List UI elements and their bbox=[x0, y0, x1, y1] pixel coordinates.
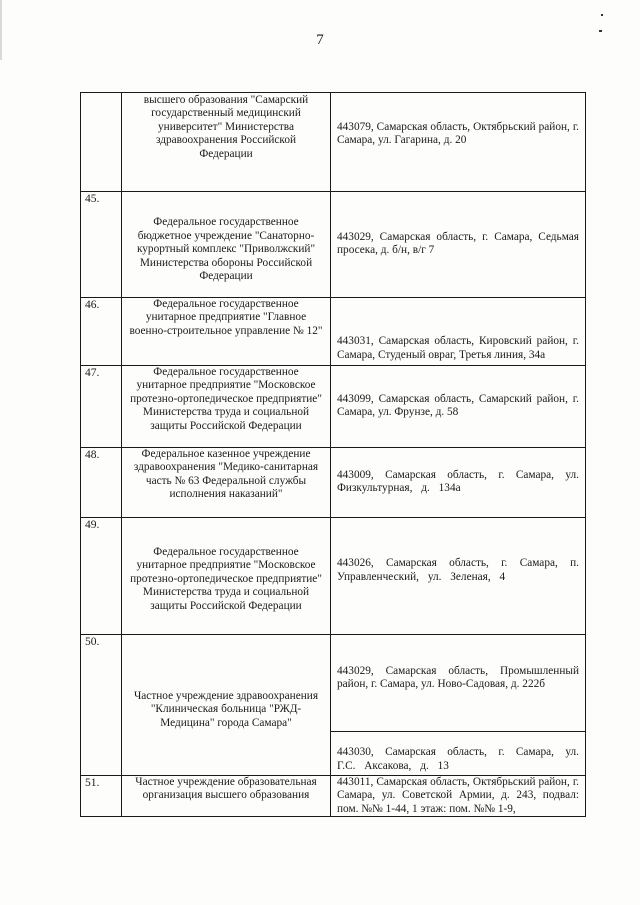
organization-cell bbox=[122, 192, 331, 298]
row-number: 47. bbox=[81, 366, 122, 448]
table-row bbox=[81, 635, 586, 732]
row-number: 51. bbox=[81, 776, 122, 817]
organization-cell bbox=[122, 448, 331, 518]
address-cell bbox=[331, 366, 586, 448]
address-text: 443099, Самарская область, Самарский район, г. Самара, ул. Фрунзе, д. 58 bbox=[337, 392, 579, 418]
organization-cell bbox=[122, 518, 331, 635]
organization-name: Федеральное казенное учреждение здравоохранения "Медико-санитарная часть № 63 Федеральной службы исполнения наказаний" bbox=[133, 448, 319, 501]
table-row bbox=[81, 518, 586, 635]
address-text: 443079, Самарская область, Октябрьский район, г. Самара, ул. Гагарина, д. 20 bbox=[337, 121, 579, 147]
organization-cell bbox=[122, 366, 331, 448]
address-cell bbox=[331, 635, 586, 732]
organization-name: Частное учреждение образовательная организация высшего образования bbox=[135, 776, 317, 802]
organization-cell bbox=[122, 298, 331, 366]
organization-name: Федеральное государственное бюджетное учреждение "Санаторно-курортный комплекс "Приволжский" Министерства обороны Российской Федерации bbox=[136, 216, 316, 283]
organizations-table bbox=[80, 92, 586, 817]
address-text: 443029, Самарская область, Промышленный район, г. Самара, ул. Ново-Садовая, д. 222б bbox=[337, 665, 579, 691]
address-cell bbox=[331, 298, 586, 366]
row-number: 50. bbox=[81, 635, 122, 776]
organization-cell bbox=[122, 93, 331, 192]
organization-cell bbox=[122, 635, 331, 776]
table-row bbox=[81, 366, 586, 448]
address-text: 443029, Самарская область, г. Самара, Седьмая просека, д. б/н, в/г 7 bbox=[337, 230, 579, 256]
row-number: 48. bbox=[81, 448, 122, 518]
page-number: 7 bbox=[316, 32, 324, 48]
address-text: 443031, Самарская область, Кировский район, г. Самара, Студеный овраг, Третья линия, 34а bbox=[337, 335, 579, 361]
address-cell bbox=[331, 448, 586, 518]
organization-name: высшего образования "Самарский государственный медицинский университет" Министерства здравоохранения Российской Федерации bbox=[143, 94, 309, 160]
address-text: 443011, Самарская область, Октябрьский район, г. Самара, ул. Советской Армии, д. 243, подвал: пом. №№ 1-44, 1 этаж: пом. №№ 1-9, bbox=[337, 776, 579, 815]
address-text: 443009, Самарская область, г. Самара, ул. Физкультурная, д. 134а bbox=[337, 468, 579, 494]
row-number: 46. bbox=[81, 298, 122, 366]
address-cell bbox=[331, 93, 586, 192]
table-row bbox=[81, 776, 586, 817]
address-text: 443030, Самарская область, г. Самара, ул. Г.С. Аксакова, д. 13 bbox=[337, 746, 579, 772]
address-cell bbox=[331, 732, 586, 776]
organization-name: Частное учреждение здравоохранения "Клиническая больница "РЖД-Медицина" города Самара" bbox=[133, 689, 319, 729]
table-row bbox=[81, 93, 586, 192]
table-row bbox=[81, 298, 586, 366]
organization-name: Федеральное государственное унитарное предприятие "Московское протезно-ортопедическое предприятие" Министерства труда и социальной защиты Российской Федерации bbox=[130, 545, 322, 612]
organization-name: Федеральное государственное унитарное предприятие "Московское протезно-ортопедическое предприятие" Министерства труда и социальной защиты Российской Федерации bbox=[130, 366, 322, 432]
organization-name: Федеральное государственное унитарное предприятие "Главное военно-строительное управление № 12" bbox=[129, 298, 323, 337]
address-cell bbox=[331, 192, 586, 298]
address-cell bbox=[331, 776, 586, 817]
row-number: 49. bbox=[81, 518, 122, 635]
address-text: 443026, Самарская область, г. Самара, п. Управленческий, ул. Зеленая, 4 bbox=[337, 557, 579, 583]
address-cell bbox=[331, 518, 586, 635]
organization-cell bbox=[122, 776, 331, 817]
table-row bbox=[81, 192, 586, 298]
table-row bbox=[81, 448, 586, 518]
row-number bbox=[81, 93, 122, 192]
row-number: 45. bbox=[81, 192, 122, 298]
